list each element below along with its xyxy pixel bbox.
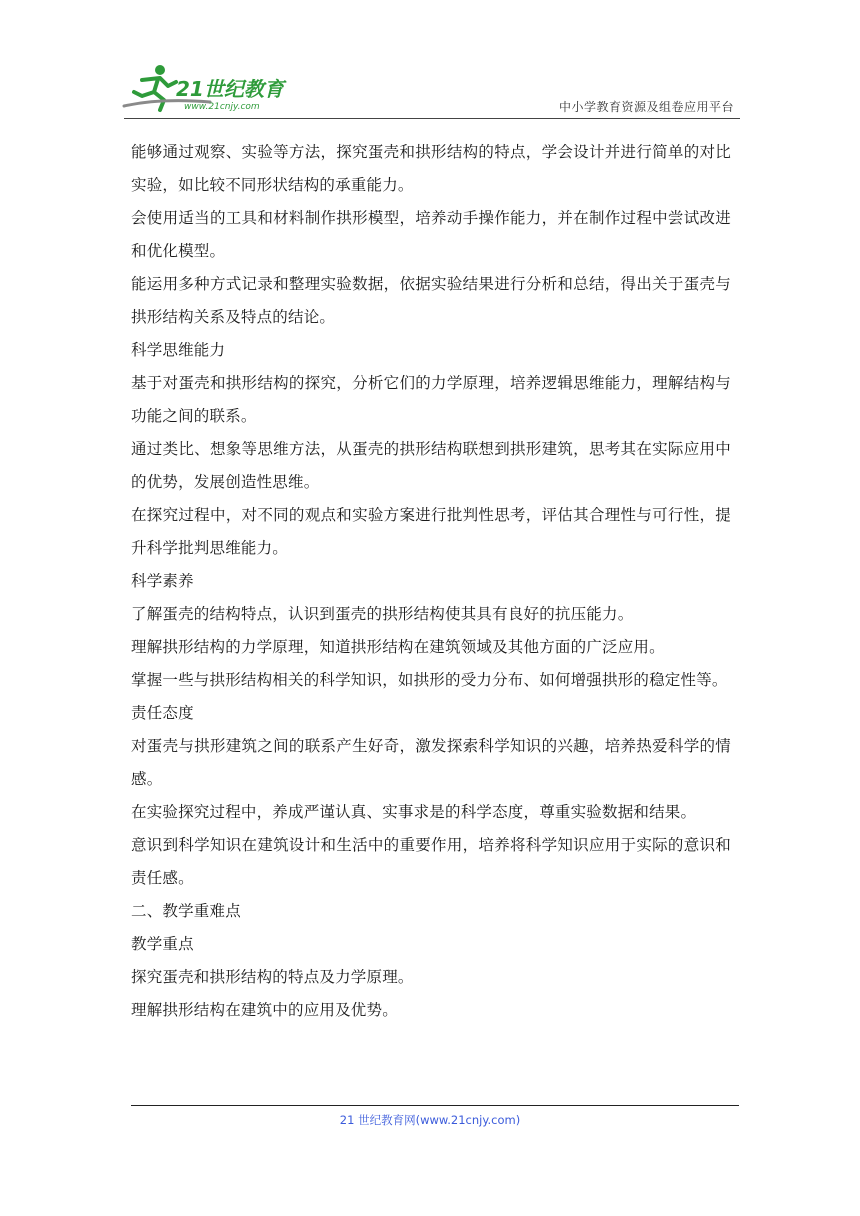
paragraph: 在探究过程中，对不同的观点和实验方案进行批判性思考，评估其合理性与可行性，提升科学批判思维能力。 — [131, 506, 731, 557]
paragraph: 意识到科学知识在建筑设计和生活中的重要作用，培养将科学知识应用于实际的意识和责任感。 — [131, 836, 731, 887]
21cnjy-logo — [120, 62, 300, 118]
section-heading: 科学思维能力 — [131, 341, 226, 359]
footer-link[interactable]: 21 世纪教育网(www.21cnjy.com) — [339, 1113, 521, 1127]
paragraph: 会使用适当的工具和材料制作拱形模型，培养动手操作能力，并在制作过程中尝试改进和优化模型。 — [131, 209, 731, 260]
paragraph: 掌握一些与拱形结构相关的科学知识，如拱形的受力分布、如何增强拱形的稳定性等。 — [131, 671, 728, 689]
paragraph: 探究蛋壳和拱形结构的特点及力学原理。 — [131, 968, 414, 986]
section-heading: 二、教学重难点 — [131, 902, 241, 920]
paragraph: 能够通过观察、实验等方法，探究蛋壳和拱形结构的特点，学会设计并进行简单的对比实验，如比较不同形状结构的承重能力。 — [131, 143, 731, 194]
section-heading: 教学重点 — [131, 935, 194, 953]
logo-text: 21世纪教育 — [176, 77, 284, 101]
footer-divider — [131, 1105, 739, 1106]
paragraph: 理解拱形结构在建筑中的应用及优势。 — [131, 1001, 398, 1019]
paragraph: 能运用多种方式记录和整理实验数据，依据实验结果进行分析和总结，得出关于蛋壳与拱形结构关系及特点的结论。 — [131, 275, 731, 326]
platform-label: 中小学教育资源及组卷应用平台 — [558, 100, 734, 114]
section-heading: 科学素养 — [131, 572, 194, 590]
paragraph: 在实验探究过程中，养成严谨认真、实事求是的科学态度，尊重实验数据和结果。 — [131, 803, 697, 821]
paragraph: 了解蛋壳的结构特点，认识到蛋壳的拱形结构使其具有良好的抗压能力。 — [131, 605, 634, 623]
section-heading: 责任态度 — [131, 704, 194, 722]
header-divider — [124, 118, 740, 119]
logo-url: www.21cnjy.com — [184, 102, 260, 112]
page-header — [120, 62, 740, 122]
paragraph: 通过类比、想象等思维方法，从蛋壳的拱形结构联想到拱形建筑，思考其在实际应用中的优势，发展创造性思维。 — [131, 440, 731, 491]
paragraph: 对蛋壳与拱形建筑之间的联系产生好奇，激发探索科学知识的兴趣，培养热爱科学的情感。 — [131, 737, 731, 788]
paragraph: 理解拱形结构的力学原理，知道拱形结构在建筑领域及其他方面的广泛应用。 — [131, 638, 665, 656]
document-body — [131, 136, 731, 1027]
paragraph: 基于对蛋壳和拱形结构的探究，分析它们的力学原理，培养逻辑思维能力，理解结构与功能之间的联系。 — [131, 374, 731, 425]
